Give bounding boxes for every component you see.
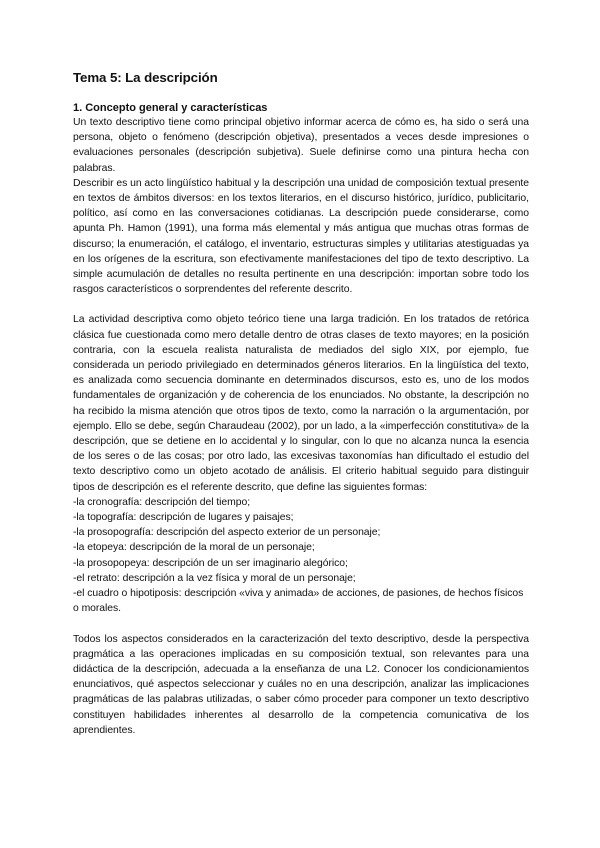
paragraph-definition: Un texto descriptivo tiene como principal objetivo informar acerca de cómo es, ha sido o será una persona, objeto o fenómeno (descripción objetiva), presentados a veces desde impresiones o evaluaciones personales (descripción subjetiva). Suele definirse como una pintura hecha con palabras. bbox=[73, 117, 529, 174]
list-item: -la etopeya: descripción de la moral de un personaje; bbox=[73, 542, 315, 554]
page-title: Tema 5: La descripción bbox=[73, 70, 218, 85]
description-forms-list bbox=[73, 495, 529, 617]
list-item: -el cuadro o hipotiposis: descripción «viva y animada» de acciones, de pasiones, de hechos físicos o morales. bbox=[73, 588, 524, 615]
list-item: -la cronografía: descripción del tiempo; bbox=[73, 496, 251, 508]
paragraph-gap bbox=[73, 617, 529, 632]
list-item: -la topografía: descripción de lugares y paisajes; bbox=[73, 512, 294, 524]
paragraph-linguistic-act: Describir es un acto lingüístico habitual y la descripción una unidad de composición textual presente en textos de ámbitos diversos: en los textos literarios, en el discurso histórico, jurídico, publicitario, político, así como en las conversaciones cotidianas. La descripción puede considerarse, como apunta Ph. Hamon (1991), una forma más elemental y más antigua que muchas otras formas de discurso; la enumeración, el catálogo, el inventario, estructuras simples y utilitarias atestiguadas ya en los orígenes de la escritura, son efectivamente manifestaciones del tipo de texto descriptivo. La simple acumulación de detalles no resulta pertinente en una descripción: importan sobre todo los rasgos característicos o sorprendentes del referente descrito. bbox=[73, 177, 529, 296]
section-heading: 1. Concepto general y características bbox=[73, 102, 268, 114]
paragraph-gap bbox=[73, 297, 529, 312]
paragraph-didactics: Todos los aspectos considerados en la caracterización del texto descriptivo, desde la perspectiva pragmática a las operaciones implicadas en su composición textual, son relevantes para una didáctica de la descripción, adecuada a la enseñanza de una L2. Conocer los condicionamientos enunciativos, qué aspectos seleccionar y cuáles no en una descripción, analizar las implicaciones pragmáticas de las palabras utilizadas, o saber cómo proceder para componer un texto descriptivo constituyen habilidades inherentes al desarrollo de la competencia comunicativa de los aprendientes. bbox=[73, 633, 529, 736]
list-item: -la prosopografía: descripción del aspecto exterior de un personaje; bbox=[73, 527, 381, 539]
paragraph-theory: La actividad descriptiva como objeto teórico tiene una larga tradición. En los tratados de retórica clásica fue cuestionada como mero detalle dentro de otras clases de texto mayores; en la posición contraria, con la escuela realista naturalista de mediados del siglo XIX, por ejemplo, fue considerada un periodo privilegiado en determinados géneros literarios. En la lingüística del texto, es analizada como secuencia dominante en determinados discursos, esto es, uno de los modos fundamentales de organización y de coherencia de los enunciados. No obstante, la descripción no ha recibido la misma atención que otros tipos de texto, como la narración o la argumentación, por ejemplo. Ello se debe, según Charaudeau (2002), por un lado, a la «imperfección constitutiva» de la descripción, que se detiene en lo accidental y lo singular, con lo que no alcanza nunca la esencia de los seres o de las cosas; por otro lado, las excesivas taxonomías han dificultado el estudio del texto descriptivo como un objeto acotado de análisis. El criterio habitual seguido para distinguir tipos de descripción es el referente descrito, que define las siguientes formas: bbox=[73, 314, 529, 493]
list-item: -el retrato: descripción a la vez física y moral de un personaje; bbox=[73, 572, 356, 584]
list-item: -la prosopopeya: descripción de un ser imaginario alegórico; bbox=[73, 557, 348, 569]
document-page bbox=[73, 70, 529, 738]
